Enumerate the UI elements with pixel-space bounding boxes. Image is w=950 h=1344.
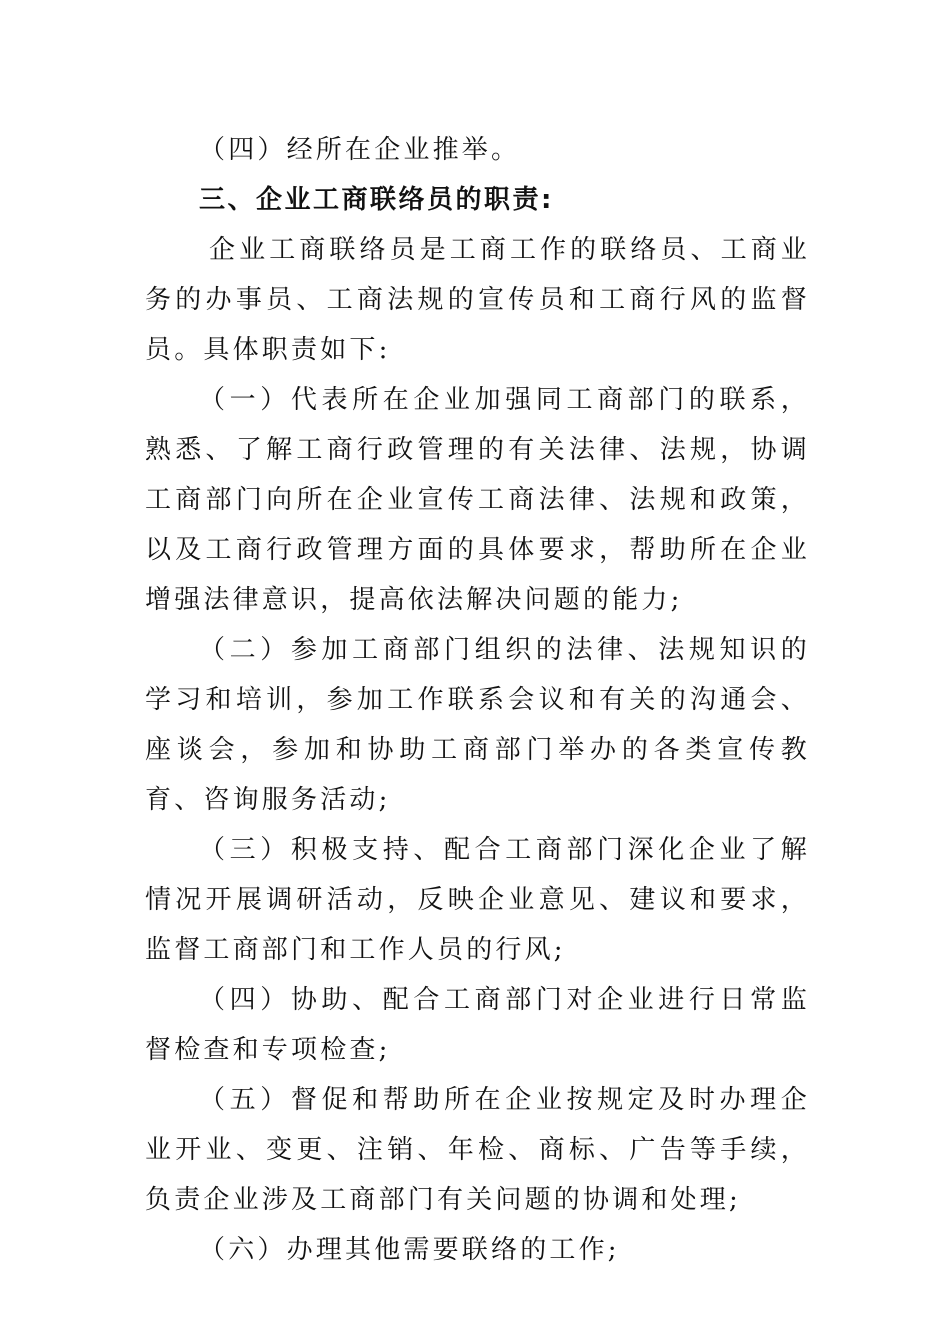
document-body xyxy=(145,125,810,1275)
paragraph-duty-5: （五）督促和帮助所在企业按规定及时办理企业开业、变更、注销、年检、商标、广告等手续，负责企业涉及工商部门有关问题的协调和处理; xyxy=(145,1085,810,1215)
paragraph-duty-2: （二）参加工商部门组织的法律、法规知识的学习和培训，参加工作联系会议和有关的沟通会、座谈会，参加和协助工商部门举办的各类宣传教育、咨询服务活动; xyxy=(145,635,810,815)
paragraph-duty-1: （一）代表所在企业加强同工商部门的联系，熟悉、了解工商行政管理的有关法律、法规，协调工商部门向所在企业宣传工商法律、法规和政策，以及工商行政管理方面的具体要求，帮助所在企业增强法律意识，提高依法解决问题的能力; xyxy=(145,385,810,615)
paragraph-duty-4: （四）协助、配合工商部门对企业进行日常监督检查和专项检查; xyxy=(145,985,810,1065)
paragraph-duty-6: （六）办理其他需要联络的工作; xyxy=(199,1235,620,1265)
section-heading: 三、企业工商联络员的职责: xyxy=(199,185,554,215)
paragraph-duty-3: （三）积极支持、配合工商部门深化企业了解情况开展调研活动，反映企业意见、建议和要求，监督工商部门和工作人员的行风; xyxy=(145,835,810,965)
paragraph-intro: 企业工商联络员是工商工作的联络员、工商业务的办事员、工商法规的宣传员和工商行风的监督员。具体职责如下: xyxy=(145,235,810,365)
paragraph-recommendation: （四）经所在企业推举。 xyxy=(199,135,521,165)
